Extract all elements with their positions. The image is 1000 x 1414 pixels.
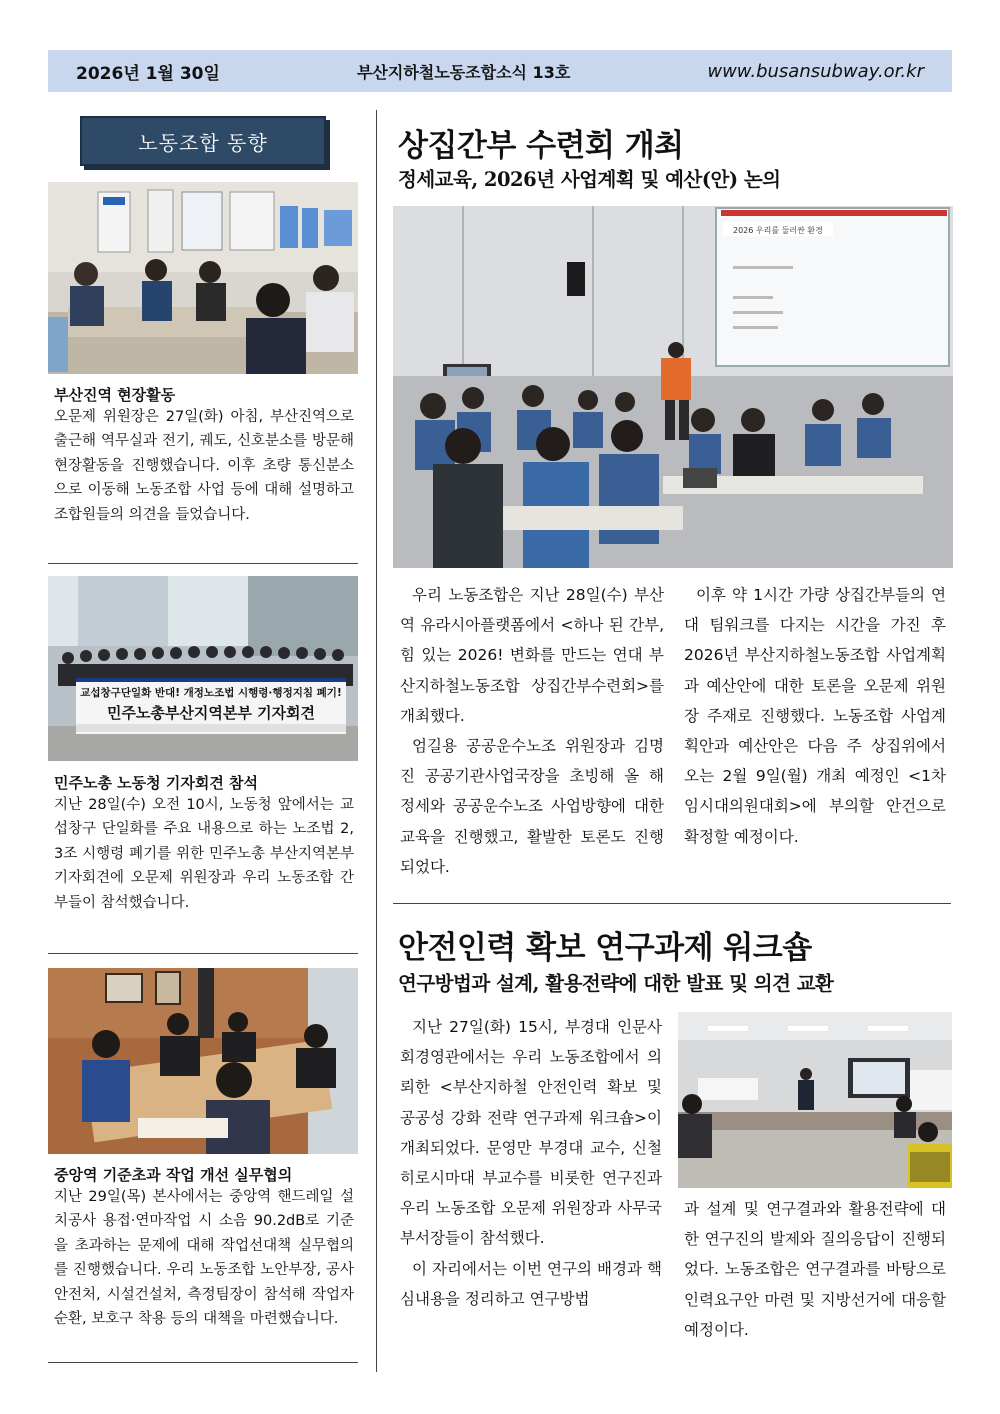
article2-column1 bbox=[400, 1012, 662, 1314]
article2-column2 bbox=[684, 1194, 946, 1345]
article1-title: 상집간부 수련회 개최 bbox=[398, 128, 684, 164]
newsletter-header bbox=[48, 50, 952, 92]
article2-paragraph: 과 설계 및 연구결과와 활용전략에 대한 연구진의 발제와 질의응답이 진행되었다. 노동조합은 연구결과를 바탕으로 인력요구안 마련 및 지방선거에 대응할 예정이다. bbox=[684, 1200, 946, 1339]
sidebar-divider-2 bbox=[48, 953, 358, 954]
article1-paragraph: 이후 약 1시간 가량 상집간부들의 연대 팀워크를 다지는 시간을 가진 후 2026년 부산지하철노동조합 사업계획과 예산안에 대한 토론을 오문제 위원장 주재로 진행했다. 노동조합 사업계획안과 예산안은 다음 주 상집위에서 오는 2월 9일(월) 개최 예정인 <1차 임시대의원대회>에 부의할 안건으로 확정할 예정이다. bbox=[684, 586, 946, 846]
sidebar-2-title: 민주노총 노동청 기자회견 참석 bbox=[54, 774, 259, 792]
sidebar-2-text: 지난 28일(수) 오전 10시, 노동청 앞에서는 교섭창구 단일화를 주요 내용으로 하는 노조법 2, 3조 시행령 폐기를 위한 민주노총 부산지역본부 기자회견에 오문제 위원장과 우리 노동조합 간부들이 참석했습니다. bbox=[54, 797, 354, 911]
article2-paragraph: 이 자리에서는 이번 연구의 배경과 핵심내용을 정리하고 연구방법 bbox=[400, 1259, 662, 1308]
website-link[interactable]: www.busansubway.or.kr bbox=[707, 60, 924, 82]
photo-press-conference bbox=[48, 576, 358, 761]
section-label: 노동조합 동향 bbox=[80, 116, 326, 166]
article-divider bbox=[393, 903, 951, 904]
article1-column1 bbox=[400, 580, 664, 882]
sidebar-1-title: 부산진역 현장활동 bbox=[54, 386, 176, 404]
photo-retreat bbox=[393, 206, 953, 568]
sidebar-3-title: 중앙역 기준초과 작업 개선 실무협의 bbox=[54, 1166, 293, 1184]
article1-paragraph: 우리 노동조합은 지난 28일(수) 부산역 유라시아플랫폼에서 <하나 된 간부, 힘 있는 2026! 변화를 만드는 연대 부산지하철노동조합 상집간부수련회>를 개최했다. bbox=[400, 586, 664, 725]
sidebar-3-text: 지난 29일(목) 본사에서는 중앙역 핸드레일 설치공사 용접·연마작업 시 소음 90.2dB로 기준을 초과하는 문제에 대해 작업선대책 실무협의를 진행했습니다. 우리 노동조합 노안부장, 공사 안전처, 시설건설처, 측정팀장이 참석해 작업자 순환, 보호구 착용 등의 대책을 마련했습니다. bbox=[54, 1189, 354, 1328]
banner-text-line1: 교섭창구단일화 반대! 개정노조법 시행령·행정지침 폐기! bbox=[80, 687, 342, 699]
article2-title: 안전인력 확보 연구과제 워크숍 bbox=[398, 930, 812, 966]
sidebar-divider-1 bbox=[48, 563, 358, 564]
sidebar-1-text: 오문제 위원장은 27일(화) 아침, 부산진역으로 출근해 역무실과 전기, 궤도, 신호분소를 방문해 현장활동을 진행했습니다. 이후 초량 통신분소으로 이동해 노동조합 사업 등에 대해 설명하고 조합원들의 의견을 들었습니다. bbox=[54, 409, 354, 523]
article2-subtitle: 연구방법과 설계, 활용전략에 대한 발표 및 의견 교환 bbox=[398, 972, 834, 995]
article2-paragraph: 지난 27일(화) 15시, 부경대 인문사회경영관에서는 우리 노동조합에서 의뢰한 <부산지하철 안전인력 확보 및 공공성 강화 전략 연구과제 워크숍>이 개최되었다. 문영만 부경대 교수, 신철 히로시마대 부교수를 비롯한 연구진과 우리 노동조합 오문제 위원장과 사무국 부서장들이 참석했다. bbox=[400, 1018, 662, 1248]
article1-column2 bbox=[684, 580, 946, 852]
article1-subtitle: 정세교육, 2026년 사업계획 및 예산(안) 논의 bbox=[398, 168, 781, 191]
photo-chungang-meeting bbox=[48, 968, 358, 1154]
screen-slide-title: 2026 우리를 둘러싼 환경 bbox=[733, 226, 823, 235]
banner-text-line2: 민주노총부산지역본부 기자회견 bbox=[106, 704, 316, 722]
photo-workshop bbox=[678, 1012, 952, 1188]
issue-title: 부산지하철노동조합소식 13호 bbox=[356, 62, 571, 82]
issue-date: 2026년 1월 30일 bbox=[76, 63, 220, 84]
sidebar-divider-3 bbox=[48, 1362, 358, 1363]
article1-paragraph: 엄길용 공공운수노조 위원장과 김명진 공공기관사업국장을 초빙해 올 해 정세와 공공운수노조 사업방향에 대한 교육을 진행했고, 활발한 토론도 진행되었다. bbox=[400, 737, 664, 876]
photo-busanjin-station bbox=[48, 182, 358, 374]
column-divider bbox=[376, 110, 377, 1372]
